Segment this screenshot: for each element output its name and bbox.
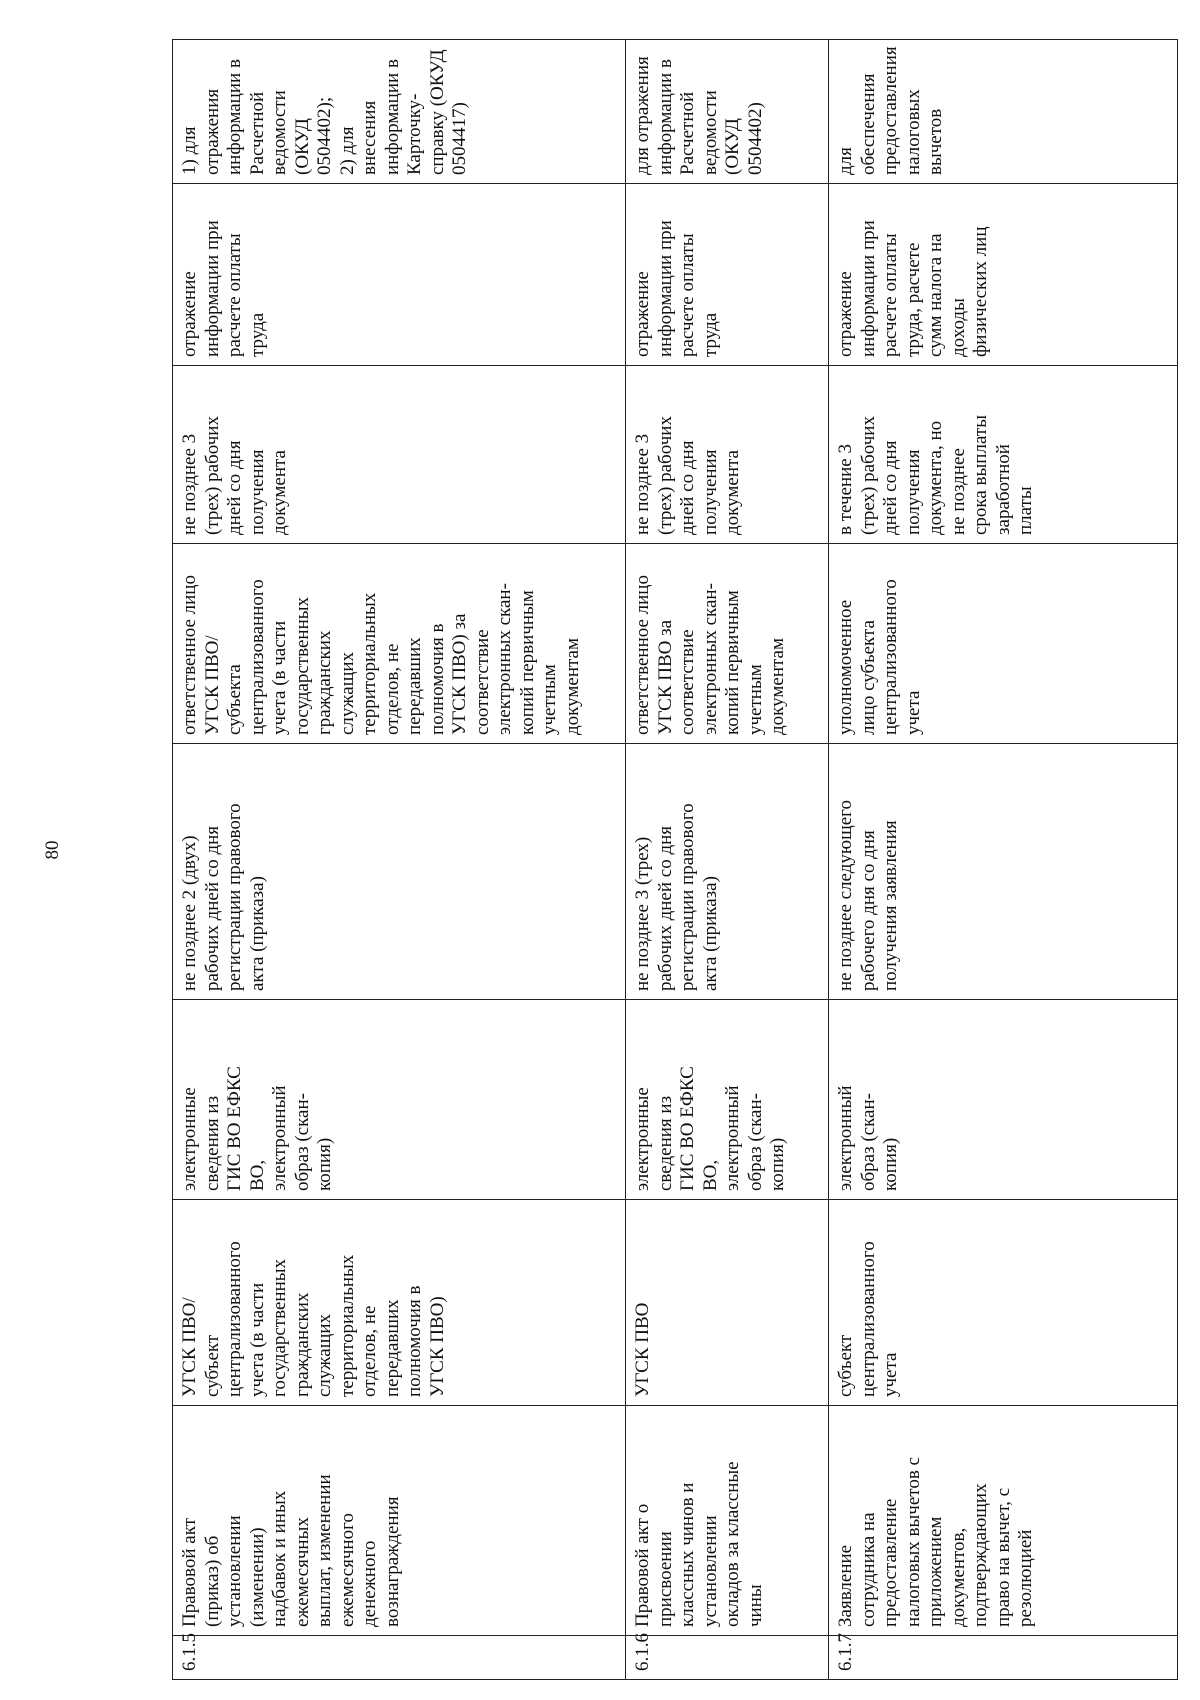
document-flow-table	[172, 39, 1178, 1680]
cell-deadline-submit: не позднее следующего рабочего дня со дня получения заявления	[829, 744, 1178, 1000]
cell-creator: УГСК ПВО/ субъект централизованного учета (в части государственных гражданских служащих территориальных отделов, не передавших полномочия в УГСК ПВО)	[173, 1200, 626, 1406]
cell-purpose: для отражения информации в Расчетной ведомости (ОКУД 0504402)	[626, 40, 829, 184]
cell-format: электронные сведения из ГИС ВО ЕФКС ВО, электронный образ (скан- копия)	[173, 1000, 626, 1200]
cell-deadline-submit: не позднее 3 (трех) рабочих дней со дня регистрации правового акта (приказа)	[626, 744, 829, 1000]
cell-number: 6.1.6	[626, 1636, 829, 1680]
rotated-table-container	[172, 40, 1172, 1680]
cell-document: Правовой акт (приказ) об установлении (изменении) надбавок и иных ежемесячных выплат, изменении ежемесячного денежного вознаграждения	[173, 1406, 626, 1636]
cell-creator: УГСК ПВО	[626, 1200, 829, 1406]
cell-number: 6.1.7	[829, 1636, 1178, 1680]
cell-document: Заявление сотрудника на предоставление налоговых вычетов с приложением документов, подтверждающих право на вычет, с резолюцией	[829, 1406, 1178, 1636]
table-row	[829, 40, 1178, 1680]
cell-action: отражение информации при расчете оплаты труда, расчете сумм налога на доходы физических лиц	[829, 184, 1178, 366]
page-number: 80	[42, 840, 63, 860]
cell-action: отражение информации при расчете оплаты труда	[173, 184, 626, 366]
cell-format: электронный образ (скан- копия)	[829, 1000, 1178, 1200]
cell-creator: субъект централизованного учета	[829, 1200, 1178, 1406]
cell-responsible: ответственное лицо УГСК ПВО/ субъекта централизованного учета (в части государственных гражданских служащих территориальных отделов, не передавших полномочия в УГСК ПВО) за соответствие электронных скан- копий первичным учетным документам	[173, 544, 626, 744]
cell-deadline-process: не позднее 3 (трех) рабочих дней со дня получения документа	[626, 366, 829, 544]
cell-document: Правовой акт о присвоении классных чинов и установлении окладов за классные чины	[626, 1406, 829, 1636]
table-row	[626, 40, 829, 1680]
table-row	[173, 40, 626, 1680]
cell-deadline-process: в течение 3 (трех) рабочих дней со дня получения документа, но не позднее срока выплаты заработной платы	[829, 366, 1178, 544]
cell-deadline-submit: не позднее 2 (двух) рабочих дней со дня регистрации правового акта (приказа)	[173, 744, 626, 1000]
cell-responsible: уполномоченное лицо субъекта централизованного учета	[829, 544, 1178, 744]
cell-deadline-process: не позднее 3 (трех) рабочих дней со дня получения документа	[173, 366, 626, 544]
cell-number: 6.1.5	[173, 1636, 626, 1680]
cell-purpose: 1) для отражения информации в Расчетной ведомости (ОКУД 0504402); 2) для внесения информации в Карточку- справку (ОКУД 0504417)	[173, 40, 626, 184]
cell-purpose: для обеспечения предоставления налоговых вычетов	[829, 40, 1178, 184]
cell-action: отражение информации при расчете оплаты труда	[626, 184, 829, 366]
cell-format: электронные сведения из ГИС ВО ЕФКС ВО, электронный образ (скан- копия)	[626, 1000, 829, 1200]
cell-responsible: ответственное лицо УГСК ПВО за соответствие электронных скан- копий первичным учетным документам	[626, 544, 829, 744]
